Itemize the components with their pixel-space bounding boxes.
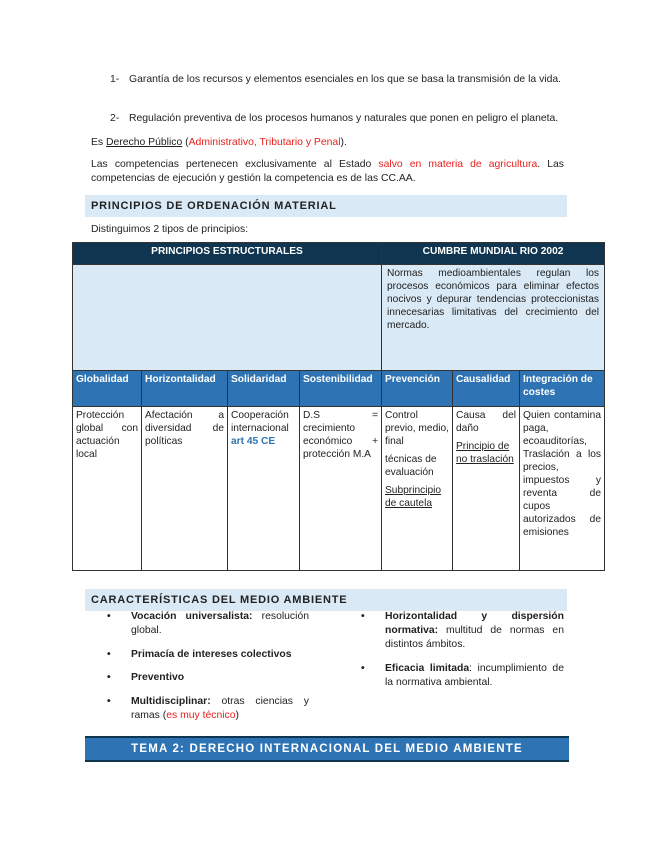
cell-horizontalidad: Afectación a diversidad de políticas	[142, 407, 228, 571]
p2-text: Las competencias pertenecen exclusivamente al Estado	[91, 159, 379, 170]
col-sostenibilidad: Sostenibilidad	[300, 371, 382, 407]
p1-paren: (	[182, 137, 189, 148]
bullet-item	[107, 648, 309, 662]
col-integracion: Integración de costes	[520, 371, 605, 407]
tema-2-banner: TEMA 2: DERECHO INTERNACIONAL DEL MEDIO AMBIENTE	[85, 736, 569, 762]
col-horizontalidad: Horizontalidad	[142, 371, 228, 407]
bullet-bold: Horizontalidad y dispersión normativa:	[385, 611, 564, 636]
prevencion-control: Control previo, medio, final	[385, 410, 450, 447]
bullet-bold: Preventivo	[131, 672, 185, 683]
bullet-bold: Eficacia limitada	[385, 663, 470, 674]
bullet-dot: •	[107, 696, 111, 707]
cell-prevencion	[382, 407, 453, 571]
list-number: 1-	[110, 74, 120, 85]
paragraph-derecho	[91, 136, 564, 150]
art-45-ce: art 45 CE	[231, 436, 276, 447]
table-header-estructurales: PRINCIPIOS ESTRUCTURALES	[73, 243, 382, 265]
bullet-item	[361, 662, 564, 690]
bullet-dot: •	[361, 663, 365, 674]
solidaridad-text: Cooperación internacional	[231, 410, 289, 434]
bullet-bold: Primacía de intereses colectivos	[131, 649, 292, 660]
rio-description: Normas medioambientales regulan los procesos económicos para eliminar efectos nocivos y depurar tendencias proteccionistas innecesarias limitativas del crecimiento del mercado.	[382, 265, 605, 371]
principles-table	[72, 242, 605, 571]
bullet-text: resolución global.	[131, 611, 309, 636]
col-solidaridad: Solidaridad	[228, 371, 300, 407]
derecho-publico-link[interactable]: Derecho Público	[106, 137, 183, 148]
p1-paren-close: ).	[340, 137, 347, 148]
p1-lead: Es	[91, 137, 107, 148]
list-item	[110, 112, 564, 126]
col-causalidad: Causalidad	[453, 371, 520, 407]
principio-no-traslacion: Principio de no traslación	[456, 441, 514, 465]
p1-red-text: Administrativo, Tributario y Penal	[188, 137, 341, 148]
intro-text: Distinguimos 2 tipos de principios:	[91, 224, 249, 235]
cell-solidaridad	[228, 407, 300, 571]
bullet-item	[107, 671, 309, 685]
bullet-dot: •	[107, 611, 111, 622]
prevencion-tecnicas: técnicas de evaluación	[385, 454, 437, 478]
cell-integracion: Quien contamina paga, ecoauditorías, Traslación a los precios, impuestos y reventa de cupos autorizados de emisiones	[520, 407, 605, 571]
cell-causalidad	[453, 407, 520, 571]
list-number: 2-	[110, 113, 120, 124]
cell-sostenibilidad: D.S = crecimiento económico + protección M.A	[300, 407, 382, 571]
bullet-item	[107, 610, 309, 638]
bullet-item	[361, 610, 564, 652]
bullet-bold: Multidisciplinar:	[131, 696, 211, 707]
col-globalidad: Globalidad	[73, 371, 142, 407]
bullet-tail: )	[235, 710, 239, 721]
paragraph-competencias	[91, 158, 564, 186]
bullet-dot: •	[107, 672, 111, 683]
bullet-dot: •	[107, 649, 111, 660]
bullet-text: otras ciencias y ramas (	[131, 696, 309, 721]
section-heading-principios: PRINCIPIOS DE ORDENACIÓN MATERIAL	[85, 195, 567, 217]
bullet-text: multitud de normas en distintos ámbitos.	[385, 625, 564, 650]
col-prevencion: Prevención	[382, 371, 453, 407]
cell-globalidad: Protección global con actuación local	[73, 407, 142, 571]
bullet-bold: Vocación universalista:	[131, 611, 253, 622]
list-item	[110, 73, 564, 87]
table-header-rio: CUMBRE MUNDIAL RIO 2002	[382, 243, 605, 265]
bullet-red-text: es muy técnico	[166, 710, 236, 721]
causalidad-causa: Causa del daño	[456, 410, 517, 434]
list-text: Regulación preventiva de los procesos humanos y naturales que ponen en peligro el planeta.	[129, 113, 559, 124]
bullet-text: : incumplimiento de la normativa ambiental.	[385, 663, 564, 688]
p2-text-end: . Las competencias de ejecución y gestión la competencia es de las CC.AA.	[91, 159, 564, 184]
table-empty-cell	[73, 265, 382, 371]
bullet-item	[107, 695, 309, 723]
bullet-dot: •	[361, 611, 365, 622]
list-text: Garantía de los recursos y elementos esenciales en los que se basa la transmisión de la vida.	[129, 74, 562, 85]
section-heading-caracteristicas: CARACTERÍSTICAS DEL MEDIO AMBIENTE	[85, 589, 567, 611]
p2-red-text: salvo en materia de agricultura	[378, 159, 538, 170]
subprincipio-cautela: Subprincipio de cautela	[385, 485, 442, 509]
